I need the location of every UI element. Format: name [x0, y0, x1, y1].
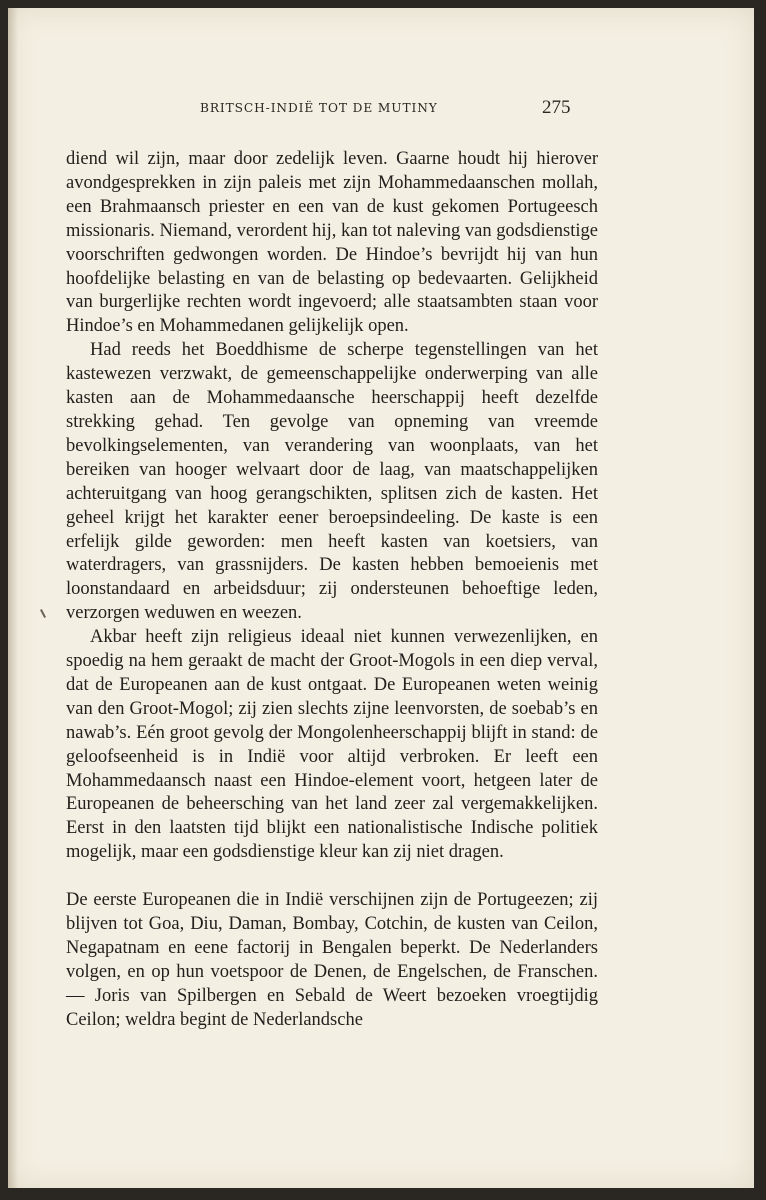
page-binding-shadow	[8, 8, 18, 1188]
paragraph-akbar: Akbar heeft zijn religieus ideaal niet kunnen verwezenlijken, en spoedig na hem geraakt de macht der Groot-Mogols in een diep verval, dat de Europeanen aan de kust ontgaat. De Europeanen weten weinig van den Groot-Mogol; zij zien slechts zijne leenvorsten, de soebab’s en nawab’s. Eén groot gevolg der Mongolenheerschappij blijft in stand: de geloofseenheid is in Indië voor altijd verbroken. Er leeft een Mohammedaansch naast een Hindoe-element voort, hetgeen later de Europeanen de beheersching van het land zeer zal vergemakkelijken. Eerst in den laatsten tijd blijkt een nationalistische Indische politiek mogelijk, maar een godsdienstige kleur kan zij niet dragen.	[66, 627, 598, 863]
page-number: 275	[542, 97, 571, 118]
running-head: BRITSCH-INDIË TOT DE MUTINY	[200, 101, 438, 115]
book-page	[8, 8, 754, 1188]
paragraph-caste-system: Had reeds het Boeddhisme de scherpe tegenstellingen van het kastewezen verzwakt, de gemeenschappelijke onderwerping van alle kasten aan de Mohammedaansche heerschappij heeft dezelfde strekking gehad. Ten gevolge van opneming van vreemde bevolkingselementen, van verandering van woonplaats, van het bereiken van hooger welvaart door de laag, van maatschappelijken achteruitgang van hoog gerangschikten, splitsen zich de kasten. Het geheel krijgt het karakter eener beroepsindeeling. De kaste is een erfelijk gilde geworden: men heeft kasten van koetsiers, van waterdragers, van grassnijders. De kasten hebben bemoeienis met loonstandaard en arbeidsduur; zij ondersteunen behoeftige leden, verzorgen weduwen en weezen.	[66, 340, 598, 624]
paragraph-continuation: diend wil zijn, maar door zedelijk leven. Gaarne houdt hij hierover avondgesprekken in zijn paleis met zijn Mohammedaanschen mollah, een Brahmaansch priester en een van de kust gekomen Portugeesch missionaris. Niemand, verordent hij, kan tot naleving van godsdienstige voorschriften gedwongen worden. De Hindoe’s bevrijdt hij van hun hoofdelijke belasting en van de belasting op bedevaarten. Gelijkheid van burgerlijke rechten wordt ingevoerd; alle staatsambten staan voor Hindoe’s en Mohammedanen gelijkelijk open.	[66, 149, 598, 337]
paragraph-europeans: De eerste Europeanen die in Indië verschijnen zijn de Portugeezen; zij blijven tot Goa, Diu, Daman, Bombay, Cotchin, de kusten van Ceilon, Negapatnam en eene factorij in Bengalen beperkt. De Nederlanders volgen, en op hun voetspoor de Denen, de Engelschen, de Franschen. — Joris van Spilbergen en Sebald de Weert bezoeken vroegtijdig Ceilon; weldra begint de Nederlandsche	[66, 890, 598, 1030]
body-text	[66, 148, 598, 1033]
margin-pencil-mark	[40, 609, 46, 618]
